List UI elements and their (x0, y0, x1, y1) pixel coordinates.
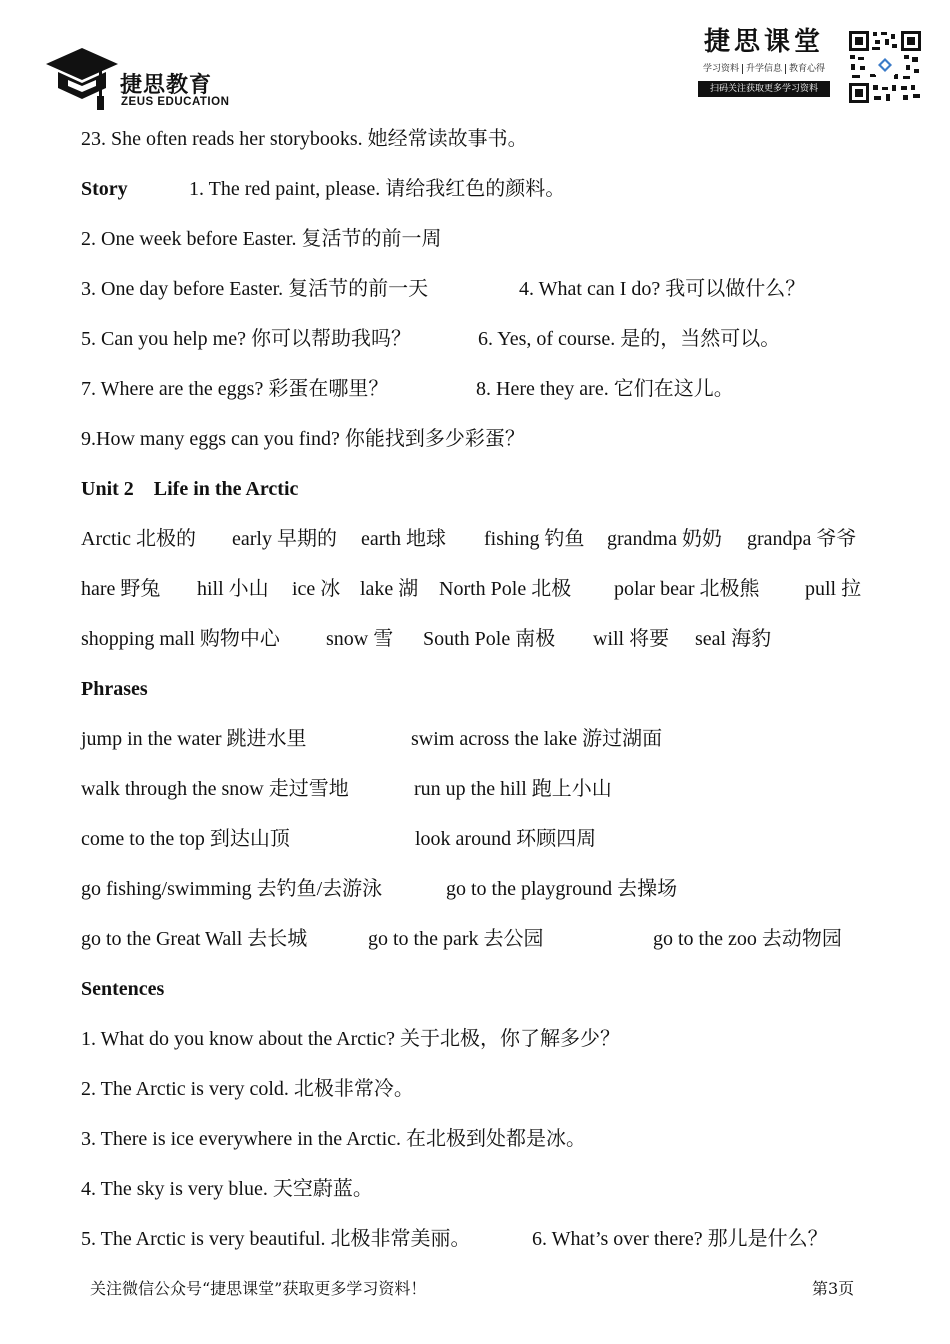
brand-banner: 扫码关注获取更多学习资料 (698, 81, 830, 97)
sentence-item: 5. The Arctic is very beautiful. 北极非常美丽。 (81, 1228, 471, 1250)
graduation-cap-icon (44, 42, 122, 112)
logo-english-text: ZEUS EDUCATION (121, 96, 230, 108)
text-line: 23. She often reads her storybooks. 她经常读故事书。 (81, 128, 528, 150)
phrase-item: go to the park 去公园 (368, 928, 544, 950)
phrase-item: come to the top 到达山顶 (81, 828, 290, 850)
page-footer (0, 1276, 950, 1302)
vocab-item: grandpa 爷爷 (747, 528, 857, 550)
sentence-line: 3. There is ice everywhere in the Arctic. 在北极到处都是冰。 (81, 1128, 587, 1150)
logo-chinese-text: 捷思教育 (120, 73, 213, 98)
sentence-line: 1. What do you know about the Arctic? 关于北极，你了解多少？ (81, 1028, 621, 1050)
vocab-item: grandma 奶奶 (607, 528, 722, 550)
story-sentence: 8. Here they are. 它们在这儿。 (476, 378, 734, 400)
phrase-item: look around 环顾四周 (415, 828, 597, 850)
vocab-item: early 早期的 (232, 528, 337, 550)
vocab-item: pull 拉 (805, 578, 862, 600)
phrase-item: jump in the water 跳进水里 (81, 728, 307, 750)
vocab-item: hill 小山 (197, 578, 269, 600)
sentence-item: 6. What’s over there? 那儿是什么？ (532, 1228, 828, 1250)
text-line: 2. One week before Easter. 复活节的前一周 (81, 228, 442, 250)
text-line: 9.How many eggs can you find? 你能找到多少彩蛋？ (81, 428, 525, 450)
sentence-line: 2. The Arctic is very cold. 北极非常冷。 (81, 1078, 414, 1100)
brand-tag: 教育心得 (789, 64, 826, 74)
story-sentence: 5. Can you help me? 你可以帮助我吗？ (81, 328, 411, 350)
phrase-item: swim across the lake 游过湖面 (411, 728, 663, 750)
story-sentence: 1. The red paint, please. 请给我红色的颜料。 (189, 178, 566, 200)
brand-name: 捷思课堂 (703, 27, 824, 57)
vocab-item: seal 海豹 (695, 628, 772, 650)
sentences-heading: Sentences (81, 978, 165, 1000)
vocab-item: fishing 钓鱼 (484, 528, 585, 550)
vocab-item: snow 雪 (326, 628, 394, 650)
vocab-item: shopping mall 购物中心 (81, 628, 280, 650)
vocab-item: North Pole 北极 (439, 578, 572, 600)
phrase-item: go to the zoo 去动物园 (653, 928, 842, 950)
qr-code-icon[interactable] (848, 30, 922, 104)
vocab-item: will 将要 (593, 628, 670, 650)
sentence-line: 4. The sky is very blue. 天空蔚蓝。 (81, 1178, 373, 1200)
page-number: 第3页 (812, 1279, 855, 1298)
phrase-item: go fishing/swimming 去钓鱼/去游泳 (81, 878, 383, 900)
phrase-item: walk through the snow 走过雪地 (81, 778, 349, 800)
brand-tags (694, 63, 834, 75)
story-heading: Story (81, 178, 128, 200)
vocab-item: lake 湖 (360, 578, 419, 600)
story-sentence: 7. Where are the eggs? 彩蛋在哪里？ (81, 378, 389, 400)
phrase-item: go to the playground 去操场 (446, 878, 678, 900)
vocab-item: ice 冰 (292, 578, 341, 600)
vocab-item: hare 野兔 (81, 578, 161, 600)
page-header (0, 0, 950, 120)
brand-block (694, 26, 834, 106)
story-sentence: 6. Yes, of course. 是的，当然可以。 (478, 328, 781, 350)
unit-heading: Unit 2 Life in the Arctic (81, 478, 299, 500)
vocab-item: polar bear 北极熊 (614, 578, 760, 600)
story-sentence: 3. One day before Easter. 复活节的前一天 (81, 278, 429, 300)
phrase-item: go to the Great Wall 去长城 (81, 928, 308, 950)
vocab-item: Arctic 北极的 (81, 528, 196, 550)
footer-note: 关注微信公众号“捷思课堂”获取更多学习资料！ (90, 1279, 427, 1298)
story-sentence: 4. What can I do? 我可以做什么？ (519, 278, 806, 300)
vocab-item: earth 地球 (361, 528, 446, 550)
vocab-item: South Pole 南极 (423, 628, 556, 650)
brand-tag: 升学信息 (745, 64, 782, 74)
phrase-item: run up the hill 跑上小山 (414, 778, 612, 800)
phrases-heading: Phrases (81, 678, 148, 700)
zeus-education-logo (44, 42, 244, 114)
brand-tag: 学习资料 (702, 64, 739, 74)
